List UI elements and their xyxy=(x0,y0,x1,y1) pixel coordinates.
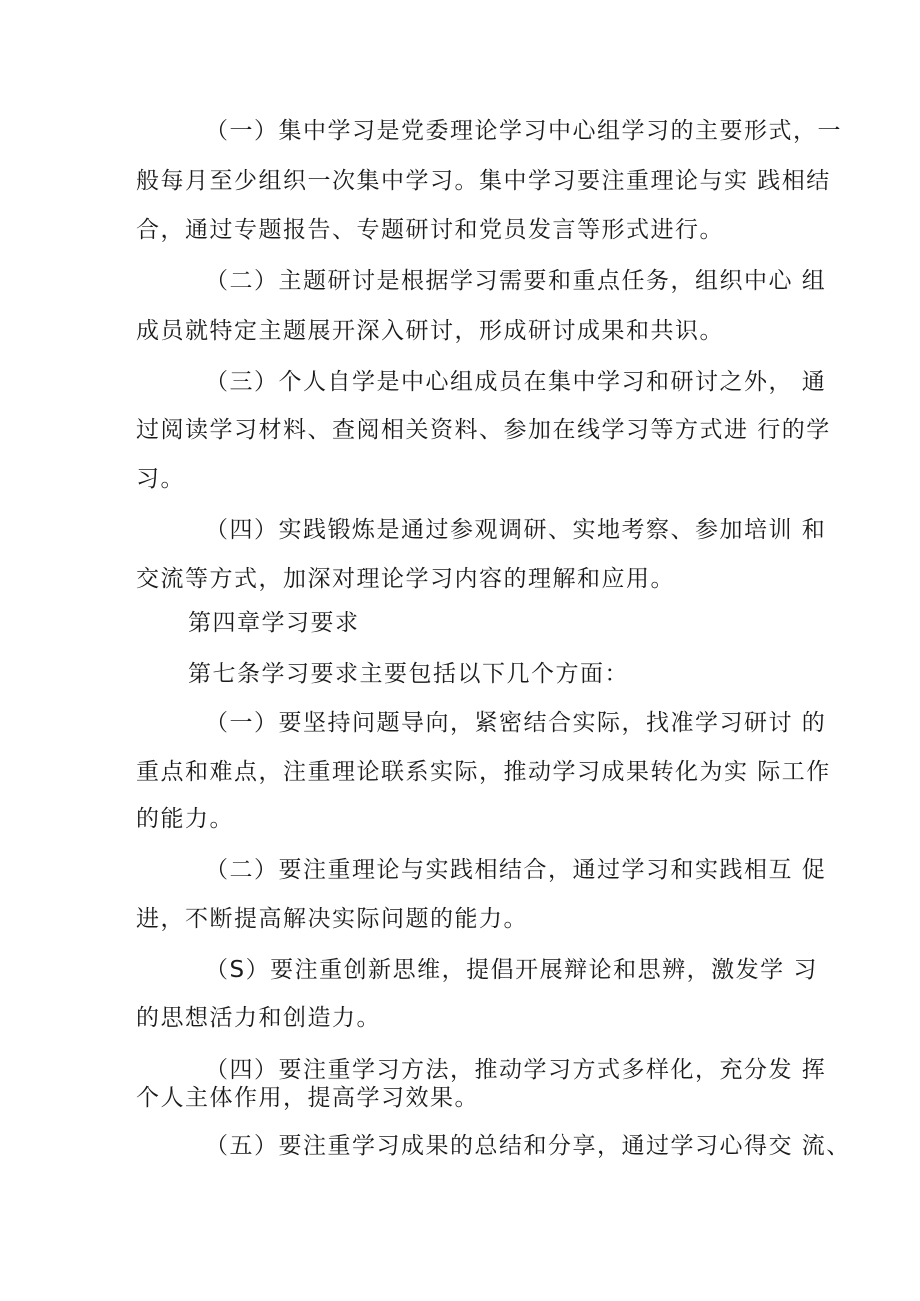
requirement-1-line-2: 重点和难点，注重理论联系实际，推动学习成果转化为实 际工作 xyxy=(136,759,831,785)
paragraph-2-line-1: （二）主题研讨是根据学习需要和重点任务，组织中心 组 xyxy=(205,268,827,294)
chapter-heading: 第四章学习要求 xyxy=(188,610,360,636)
paragraph-1-line-3: 合，通过专题报告、专题研讨和党员发言等形式进行。 xyxy=(136,217,724,243)
requirement-2-line-2: 进，不断提高解决实际问题的能力。 xyxy=(136,906,528,932)
paragraph-3-line-3: 习。 xyxy=(136,466,185,492)
paragraph-2-line-2: 成员就特定主题展开深入研讨，形成研讨成果和共识。 xyxy=(136,318,724,344)
requirement-5-line-1: （五）要注重学习成果的总结和分享，通过学习心得交 流、 xyxy=(205,1133,851,1159)
paragraph-1-line-2: 般每月至少组织一次集中学习。集中学习要注重理论与实 践相结 xyxy=(136,168,831,194)
requirement-1-line-3: 的能力。 xyxy=(136,806,234,832)
paragraph-3-line-1: （三）个人自学是中心组成员在集中学习和研讨之外， 通 xyxy=(205,369,827,395)
paragraph-4-line-1: （四）实践锻炼是通过参观调研、实地考察、参加培训 和 xyxy=(205,517,827,543)
requirement-2-line-1: （二）要注重理论与实践相结合，通过学习和实践相互 促 xyxy=(205,857,827,883)
requirement-4-line-1: （四）要注重学习方法，推动学习方式多样化，充分发 挥 xyxy=(205,1057,827,1083)
article-heading: 第七条学习要求主要包括以下几个方面： xyxy=(188,661,629,687)
paragraph-3-line-2: 过阅读学习材料、查阅相关资料、参加在线学习等方式进 行的学 xyxy=(136,417,831,443)
requirement-3-line-2: 的思想活力和创造力。 xyxy=(136,1005,381,1031)
paragraph-4-line-2: 交流等方式，加深对理论学习内容的理解和应用。 xyxy=(136,566,675,592)
paragraph-1-line-1: （一）集中学习是党委理论学习中心组学习的主要形式，一 xyxy=(205,118,842,144)
requirement-3-line-1: （S）要注重创新思维，提倡开展辩论和思辨，激发学 习 xyxy=(205,957,818,983)
requirement-1-line-1: （一）要坚持问题导向，紧密结合实际，找准学习研讨 的 xyxy=(205,710,827,736)
requirement-4-line-2: 个人主体作用，提高学习效果。 xyxy=(136,1085,479,1111)
